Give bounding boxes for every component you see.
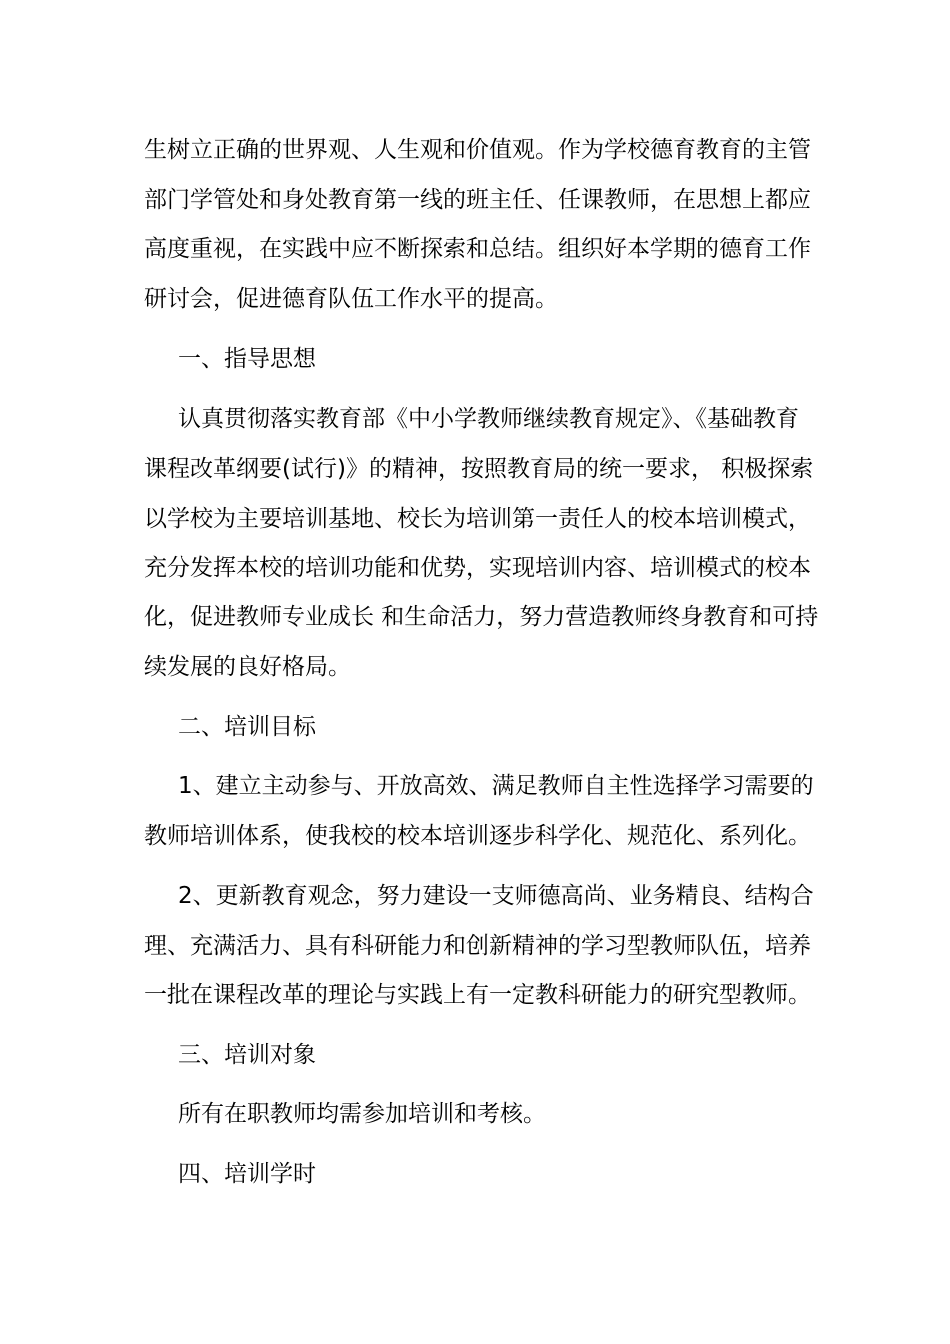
paragraph-line: 生树立正确的世界观、人生观和价值观。作为学校德育教育的主管 xyxy=(144,137,811,163)
section-heading: 三、培训对象 xyxy=(178,1042,316,1068)
paragraph-line: 研讨会，促进德育队伍工作水平的提高。 xyxy=(144,286,558,312)
paragraph-line: 课程改革纲要(试行)》的精神，按照教育局的统一要求， 积极探索 xyxy=(144,456,814,482)
section-heading: 四、培训学时 xyxy=(178,1161,316,1187)
paragraph-line: 2、更新教育观念，努力建设一支师德高尚、业务精良、结构合 xyxy=(178,883,814,909)
paragraph-line: 教师培训体系，使我校的校本培训逐步科学化、规范化、系列化。 xyxy=(144,823,811,849)
section-heading: 一、指导思想 xyxy=(178,346,316,372)
paragraph-line: 以学校为主要培训基地、校长为培训第一责任人的校本培训模式， xyxy=(144,506,811,532)
paragraph-line: 理、充满活力、具有科研能力和创新精神的学习型教师队伍，培养 xyxy=(144,933,811,959)
paragraph-line: 1、建立主动参与、开放高效、满足教师自主性选择学习需要的 xyxy=(178,773,814,799)
paragraph-line: 认真贯彻落实教育部《中小学教师继续教育规定》、《基础教育 xyxy=(178,406,799,432)
paragraph-line: 充分发挥本校的培训功能和优势，实现培训内容、培训模式的校本 xyxy=(144,555,811,581)
paragraph-line: 所有在职教师均需参加培训和考核。 xyxy=(178,1101,546,1127)
paragraph-line: 部门学管处和身处教育第一线的班主任、任课教师，在思想上都应 xyxy=(144,187,811,213)
paragraph-line: 一批在课程改革的理论与实践上有一定教科研能力的研究型教师。 xyxy=(144,982,811,1008)
paragraph-line: 高度重视，在实践中应不断探索和总结。组织好本学期的德育工作 xyxy=(144,236,811,262)
paragraph-line: 化，促进教师专业成长 和生命活力，努力营造教师终身教育和可持 xyxy=(144,604,819,630)
section-heading: 二、培训目标 xyxy=(178,714,316,740)
paragraph-line: 续发展的良好格局。 xyxy=(144,654,351,680)
